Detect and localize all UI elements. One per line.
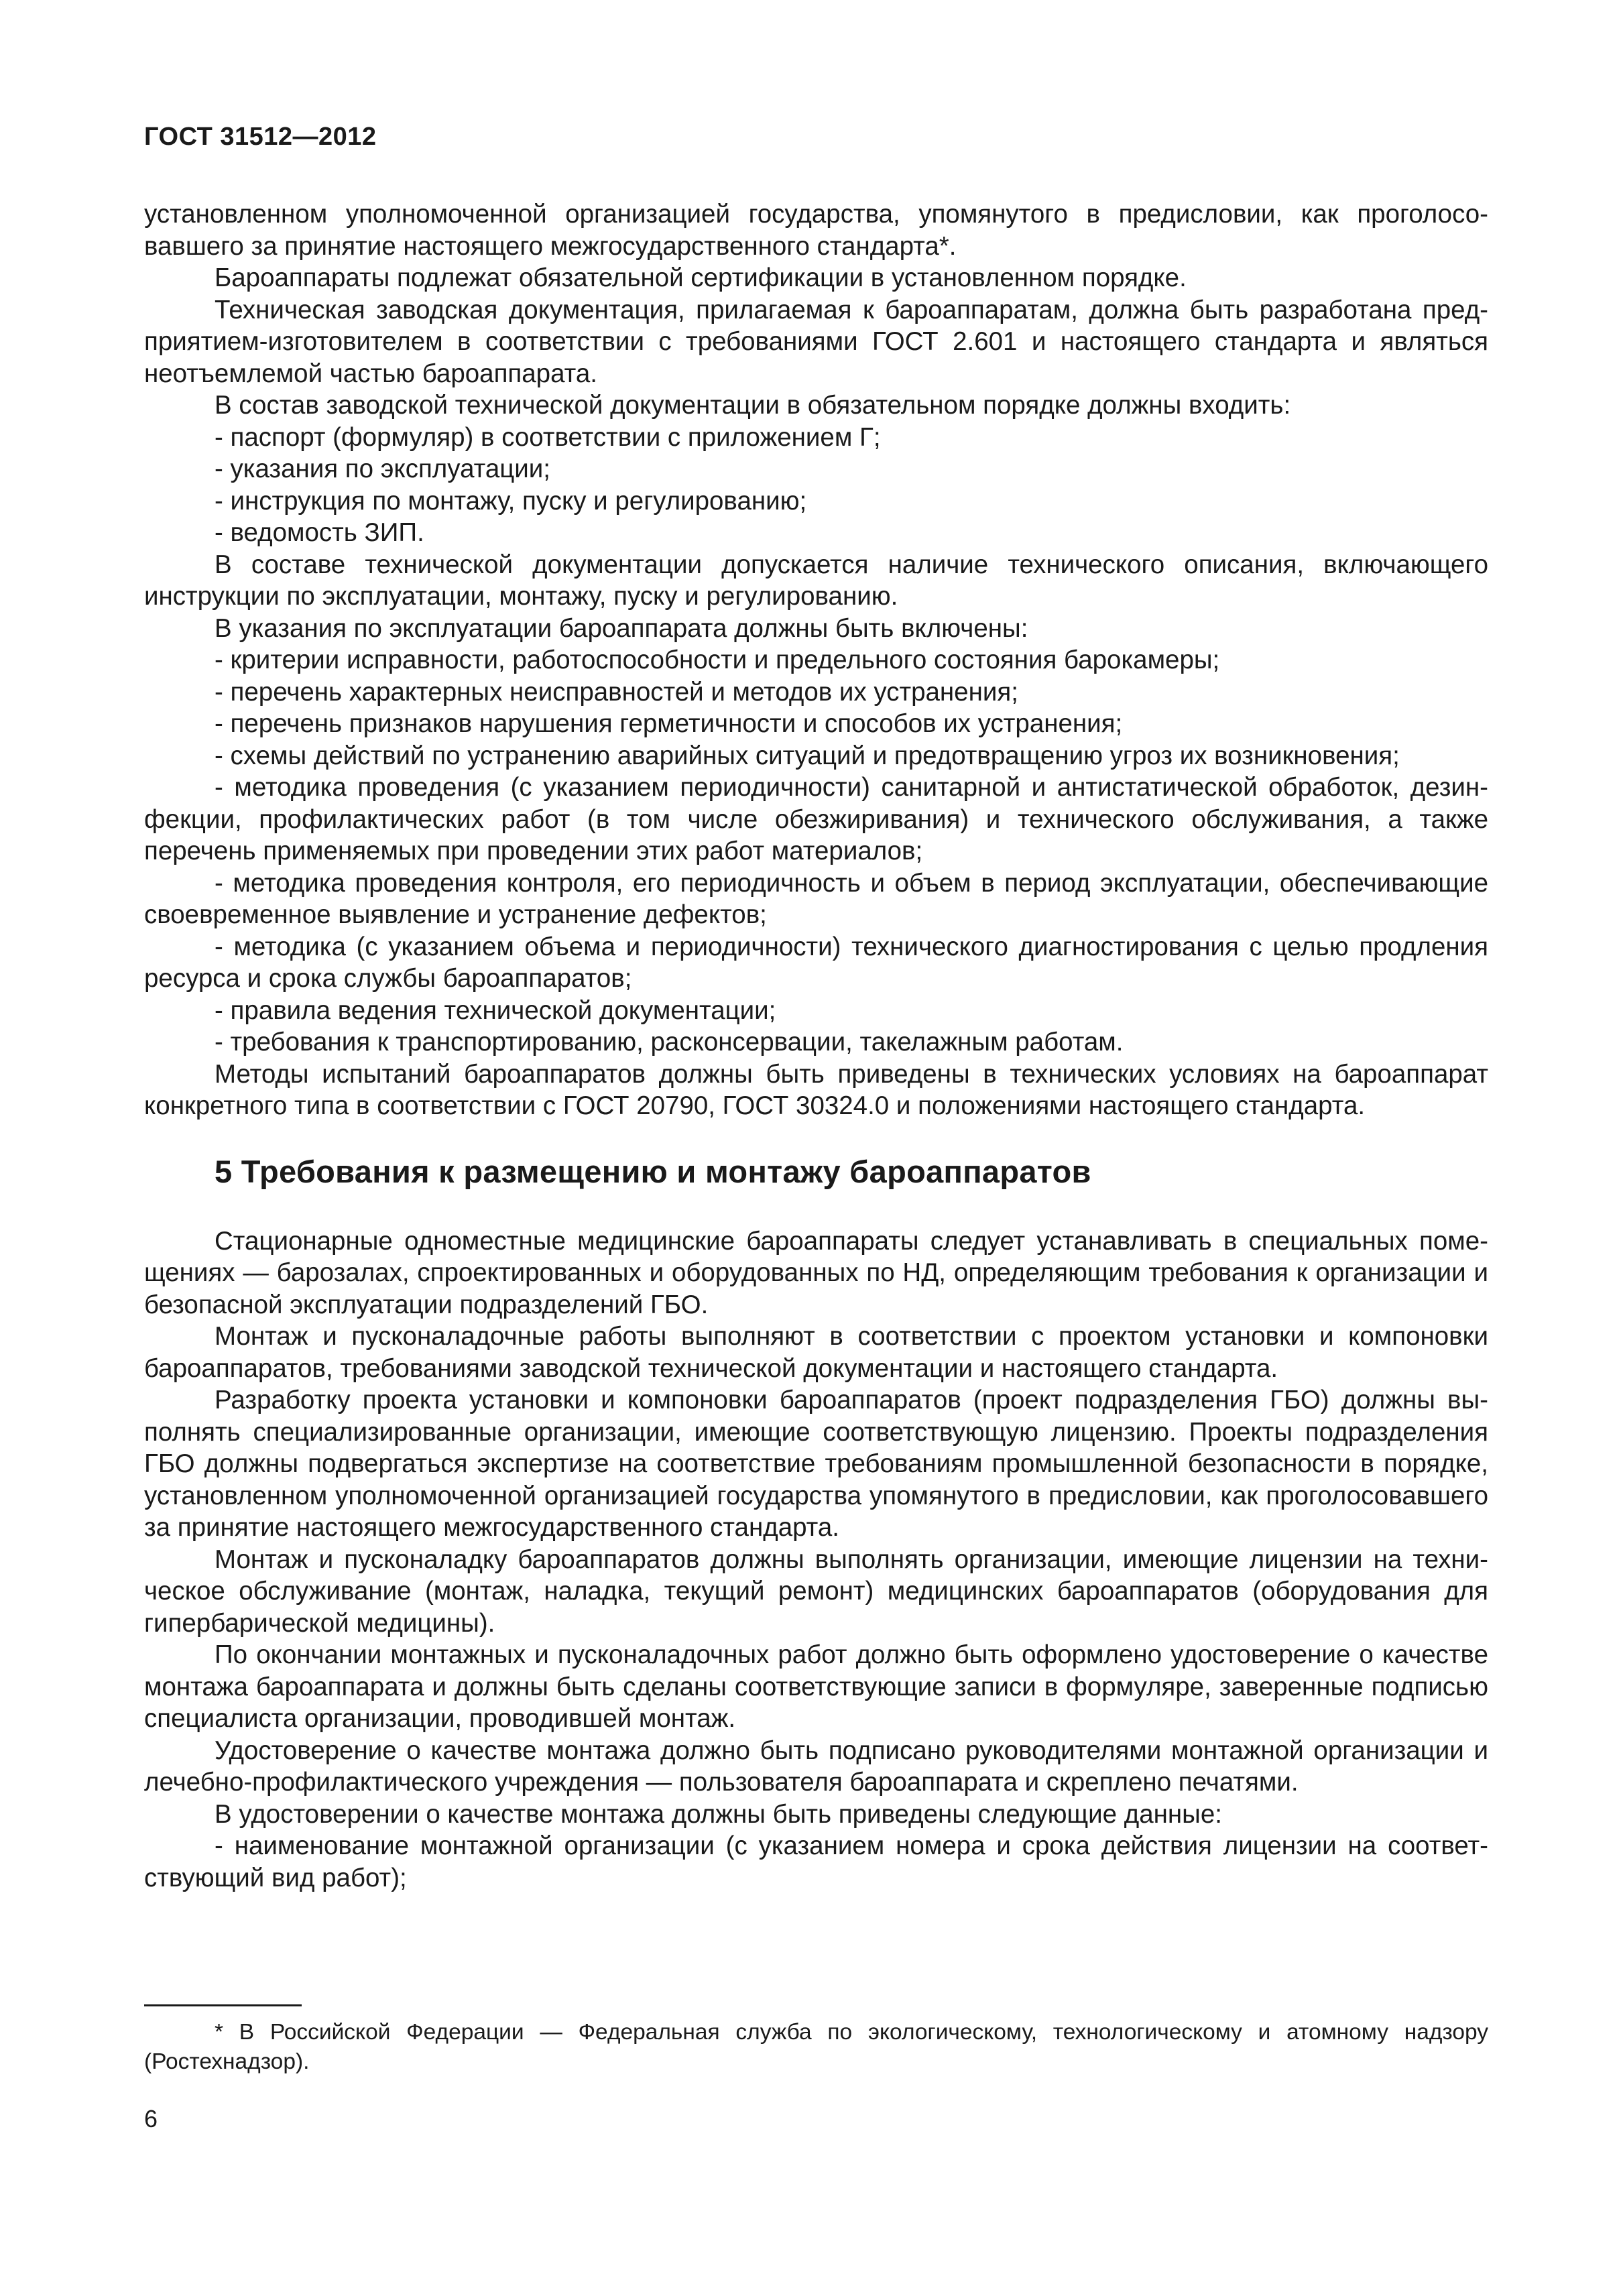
paragraph: - методика (с указанием объема и периодичности) технического диагностирования с целью продления ресурса и срока службы бароаппаратов; — [144, 932, 1488, 993]
paragraph: Стационарные одноместные медицинские бароаппараты следует устанавливать в специальных помещениях — барозалах, спроектированных и оборудованных по НД, определяющим требования к организации и безопасной эксплуатации подразделений ГБО. — [144, 1226, 1488, 1319]
paragraph: По окончании монтажных и пусконаладочных работ должно быть оформлено удостоверение о качестве монтажа бароаппарата и должны быть сделаны соответствующие записи в формуляре, заверенные подписью специалиста организации, проводившей монтаж. — [144, 1640, 1488, 1733]
paragraph: Методы испытаний бароаппаратов должны быть приведены в технических условиях на бароаппарат конкретного типа в соответствии с ГОСТ 20790, ГОСТ 30324.0 и положениями настоящего стандарта. — [144, 1059, 1488, 1120]
paragraph: Монтаж и пусконаладку бароаппаратов должны выполнять организации, имеющие лицензии на техническое обслуживание (монтаж, наладка, текущий ремонт) медицинских бароаппаратов (оборудования для гипербарической медицины). — [144, 1545, 1488, 1638]
paragraph: - инструкция по монтажу, пуску и регулированию; — [215, 486, 807, 516]
section-5-body — [144, 1225, 1488, 1894]
footnote-divider — [144, 2004, 302, 2006]
paragraph: - критерии исправности, работоспособности и предельного состояния барокамеры; — [215, 646, 1220, 674]
paragraph: - паспорт (формуляр) в соответствии с приложением Г; — [215, 422, 881, 452]
section-5-title: 5 Требования к размещению и монтажу бароаппаратов — [215, 1153, 1091, 1189]
paragraph: Разработку проекта установки и компоновки бароаппаратов (проект подразделения ГБО) должны выполнять специализированные организации, имеющие соответствующую лицензию. Проекты подразделения ГБО должны подвергаться экспертизе на соответствие требованиям промышленной безопасности в порядке, установленном уполномоченной организацией государства упомянутого в предисловии, как проголосовавшего за принятие настоящего межгосударственного стандарта. — [144, 1386, 1488, 1542]
page-number: 6 — [144, 2105, 158, 2132]
paragraph: - правила ведения технической документации; — [215, 995, 776, 1025]
paragraph: - схемы действий по устранению аварийных ситуаций и предотвращению угроз их возникновения; — [215, 741, 1400, 770]
paragraph: Бароаппараты подлежат обязательной сертификации в установленном порядке. — [215, 263, 1187, 292]
paragraph: - указания по эксплуатации; — [215, 455, 551, 483]
paragraph: Монтаж и пусконаладочные работы выполняют в соответствии с проектом установки и компоновки бароаппаратов, требованиями заводской технической документации и настоящего стандарта. — [144, 1322, 1488, 1383]
paragraph: - перечень характерных неисправностей и методов их устранения; — [215, 677, 1018, 707]
body-text — [144, 198, 1488, 1894]
paragraph: - методика проведения контроля, его периодичность и объем в период эксплуатации, обеспечивающие своевременное выявление и устранение дефектов; — [144, 868, 1488, 929]
footnote-text: * В Российской Федерации — Федеральная служба по экологическому, технологическому и атомному надзору (Ростехнадзор). — [144, 2020, 1488, 2074]
paragraph: Техническая заводская документация, прилагаемая к бароаппаратам, должна быть разработана предприятием-изготовителем в соответствии с требованиями ГОСТ 2.601 и настоящего стандарта и являться неотъемлемой частью бароаппарата. — [144, 295, 1488, 388]
paragraph: - наименование монтажной организации (с указанием номера и срока действия лицензии на соответствующий вид работ); — [144, 1831, 1488, 1892]
footnote — [144, 2018, 1488, 2077]
paragraph: - ведомость ЗИП. — [215, 518, 424, 547]
paragraph: В составе технической документации допускается наличие технического описания, включающего инструкции по эксплуатации, монтажу, пуску и регулированию. — [144, 550, 1488, 611]
paragraph: В указания по эксплуатации бароаппарата должны быть включены: — [215, 613, 1028, 643]
paragraph: - перечень признаков нарушения герметичности и способов их устранения; — [215, 709, 1123, 738]
paragraph: Удостоверение о качестве монтажа должно быть подписано руководителями монтажной организации и лечебно-профилактического учреждения — пользователя бароаппарата и скреплено печатями. — [144, 1736, 1488, 1797]
paragraph: В состав заводской технической документации в обязательном порядке должны входить: — [215, 391, 1291, 420]
paragraph: В удостоверении о качестве монтажа должны быть приведены следующие данные: — [215, 1799, 1222, 1829]
paragraph: - методика проведения (с указанием периодичности) санитарной и антистатической обработок, дезинфекции, профилактических работ (в том числе обезжиривания) и технического обслуживания, а также перечень применяемых при проведении этих работ материалов; — [144, 773, 1488, 865]
paragraph: установленном уполномоченной организацией государства, упомянутого в предисловии, как проголосовавшего за принятие настоящего межгосударственного стандарта*. — [144, 200, 1488, 261]
section-4-continuation — [144, 198, 1488, 1122]
document-header: ГОСТ 31512—2012 — [144, 123, 377, 151]
paragraph: - требования к транспортированию, расконсервации, такелажным работам. — [215, 1028, 1124, 1056]
